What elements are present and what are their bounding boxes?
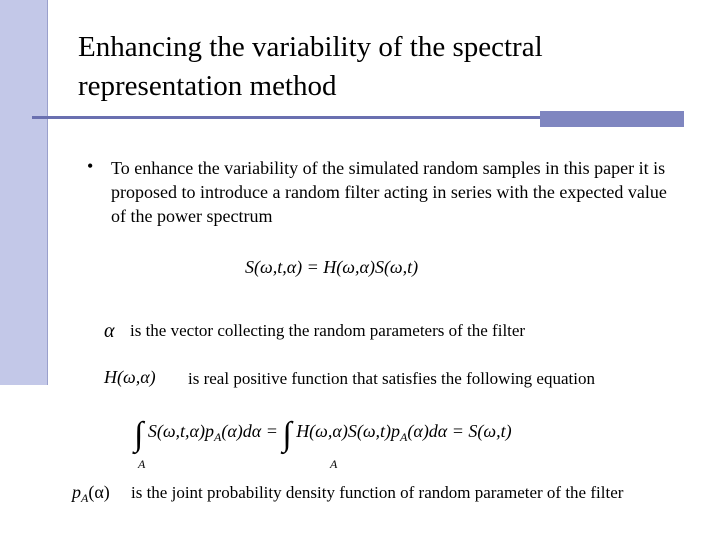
pa-symbol [72, 482, 110, 506]
integral-term-1: S(ω,t,α)p [147, 421, 214, 441]
pa-symbol-arg: (α) [88, 482, 110, 502]
integral-sign-2: ∫ [282, 416, 292, 453]
integral-sub-1: A [213, 430, 222, 444]
integral-limit-1: A [138, 457, 146, 471]
slide-title: Enhancing the variability of the spectral representation method [78, 31, 543, 102]
alpha-description: is the vector collecting the random parameters of the filter [130, 321, 526, 340]
bullet-marker: • [87, 156, 94, 176]
integral-sign-1: ∫ [134, 416, 144, 453]
pa-description: is the joint probability density function of random parameter of the filter [131, 483, 624, 502]
integral-limit-2: A [330, 457, 338, 471]
alpha-symbol: α [104, 320, 115, 342]
title-underline [32, 116, 540, 119]
equation-integral [134, 416, 654, 471]
title-underline-block [540, 111, 684, 127]
integral-term-2b: (α)dα = S(ω,t) [407, 421, 512, 441]
bullet-text: To enhance the variability of the simulated random samples in this paper it is proposed to introduce a random filter acting in series with the expected value of the power spectrum [111, 158, 667, 226]
equation-filter: S(ω,t,α) = H(ω,α)S(ω,t) [245, 257, 419, 277]
integral-line [134, 416, 512, 453]
pa-symbol-sub: A [81, 491, 89, 505]
integral-term-2: H(ω,α)S(ω,t)p [296, 421, 401, 441]
pa-symbol-p: p [72, 482, 81, 502]
sidebar-edge [47, 0, 48, 385]
left-sidebar-band [0, 0, 47, 385]
integral-term-1b: (α)dα = [221, 421, 278, 441]
integral-sub-2: A [400, 430, 408, 444]
h-function-description: is real positive function that satisfies the following equation [188, 369, 595, 388]
h-function-symbol: H(ω,α) [104, 367, 156, 387]
